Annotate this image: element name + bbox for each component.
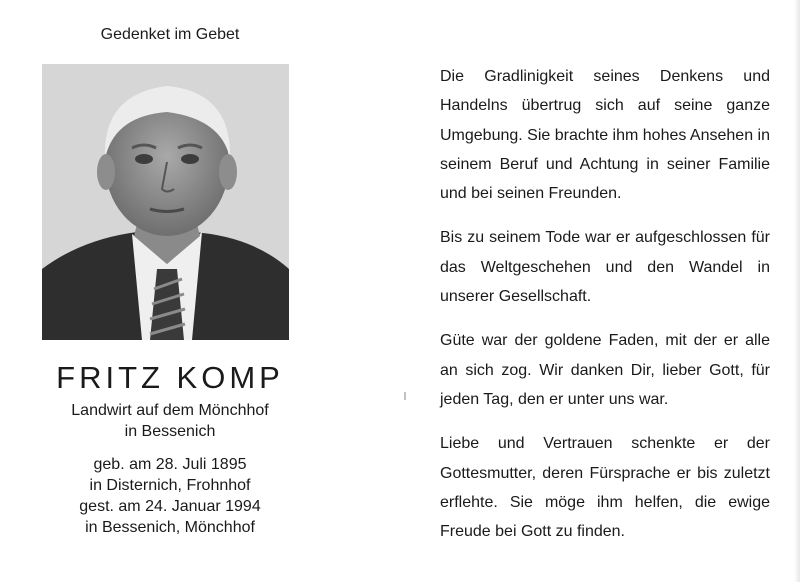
portrait-illustration [42,64,289,340]
right-panel [440,62,770,561]
death-date: gest. am 24. Januar 1994 [79,498,261,515]
life-dates [20,454,320,538]
portrait-photo [42,64,289,340]
occupation-block [20,400,320,442]
occupation-place: in Bessenich [124,423,216,440]
paragraph-2: Bis zu seinem Tode war er aufgeschlossen für das Weltgeschehen und den Wandel in unserer Gesellschaft. [440,229,770,306]
paragraph-1: Die Gradlinigkeit seines Denkens und Handelns übertrug sich auf seine ganze Umgebung. Sie brachte ihm hohes Ansehen in seinem Beruf und Achtung in seiner Familie und bei seinen Freunden. [440,68,770,203]
fold-mark [404,392,406,400]
card-edge [794,0,800,582]
paragraph-3: Güte war der goldene Faden, mit der er alle an sich zog. Wir danken Dir, lieber Gott, für jeden Tag, den er unter uns war. [440,332,770,408]
occupation-line: Landwirt auf dem Mönchhof [71,402,269,419]
birth-date: geb. am 28. Juli 1895 [93,456,247,473]
death-place: in Bessenich, Mönchhof [85,519,255,536]
deceased-name: FRITZ KOMP [56,360,284,395]
left-panel [20,0,320,582]
card-heading: Gedenket im Gebet [100,26,240,43]
paragraph-4: Liebe und Vertrauen schenkte er der Gottesmutter, deren Fürsprache er bis zuletzt erflehte. Sie möge ihm helfen, die ewige Freude bei Gott zu finden. [440,435,770,541]
birth-place: in Disternich, Frohnhof [89,477,251,494]
